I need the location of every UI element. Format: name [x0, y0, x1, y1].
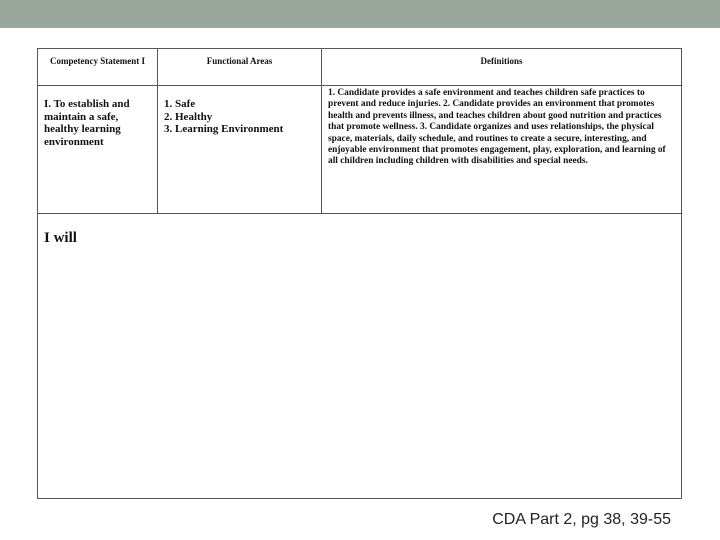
functional-area-item: 2. Healthy — [164, 110, 213, 123]
functional-areas-list — [158, 86, 321, 136]
header-cell-competency — [38, 49, 158, 85]
table-header-row — [38, 49, 681, 86]
header-cell-functional-areas — [158, 49, 322, 85]
table-body-row — [38, 86, 681, 214]
functional-area-item: 3. Learning Environment — [164, 123, 284, 135]
header-functional-areas-label: Functional Areas — [206, 56, 273, 66]
definitions-text: 1. Candidate provides a safe environment and teaches children safe practices to prevent and reduce injuries. 2. Candidate provides an environment that promotes health and prevents illness, and teaches children about good nutrition and practices that promote wellness. 3. Candidate organizes and uses relationships, the physical space, materials, daily schedule, and routines to create a secure, interesting, and enjoyable environment that promotes engagement, play, exploration, and learning of all children including children with disabilities and special needs. — [328, 88, 666, 167]
header-competency-label: Competency Statement I — [50, 56, 145, 66]
competency-cell — [38, 86, 158, 213]
i-will-prompt: I will — [44, 230, 77, 246]
functional-areas-cell — [158, 86, 322, 213]
definitions-cell — [322, 86, 681, 213]
header-cell-definitions — [322, 49, 681, 85]
header-definitions-label: Definitions — [480, 56, 523, 66]
functional-area-item: 1. Safe — [164, 98, 196, 110]
competency-statement: I. To establish and maintain a safe, healthy learning environment — [44, 98, 130, 148]
slide-caption: CDA Part 2, pg 38, 39-55 — [492, 511, 671, 528]
competency-table — [37, 48, 682, 499]
slide-top-bar — [0, 0, 720, 28]
